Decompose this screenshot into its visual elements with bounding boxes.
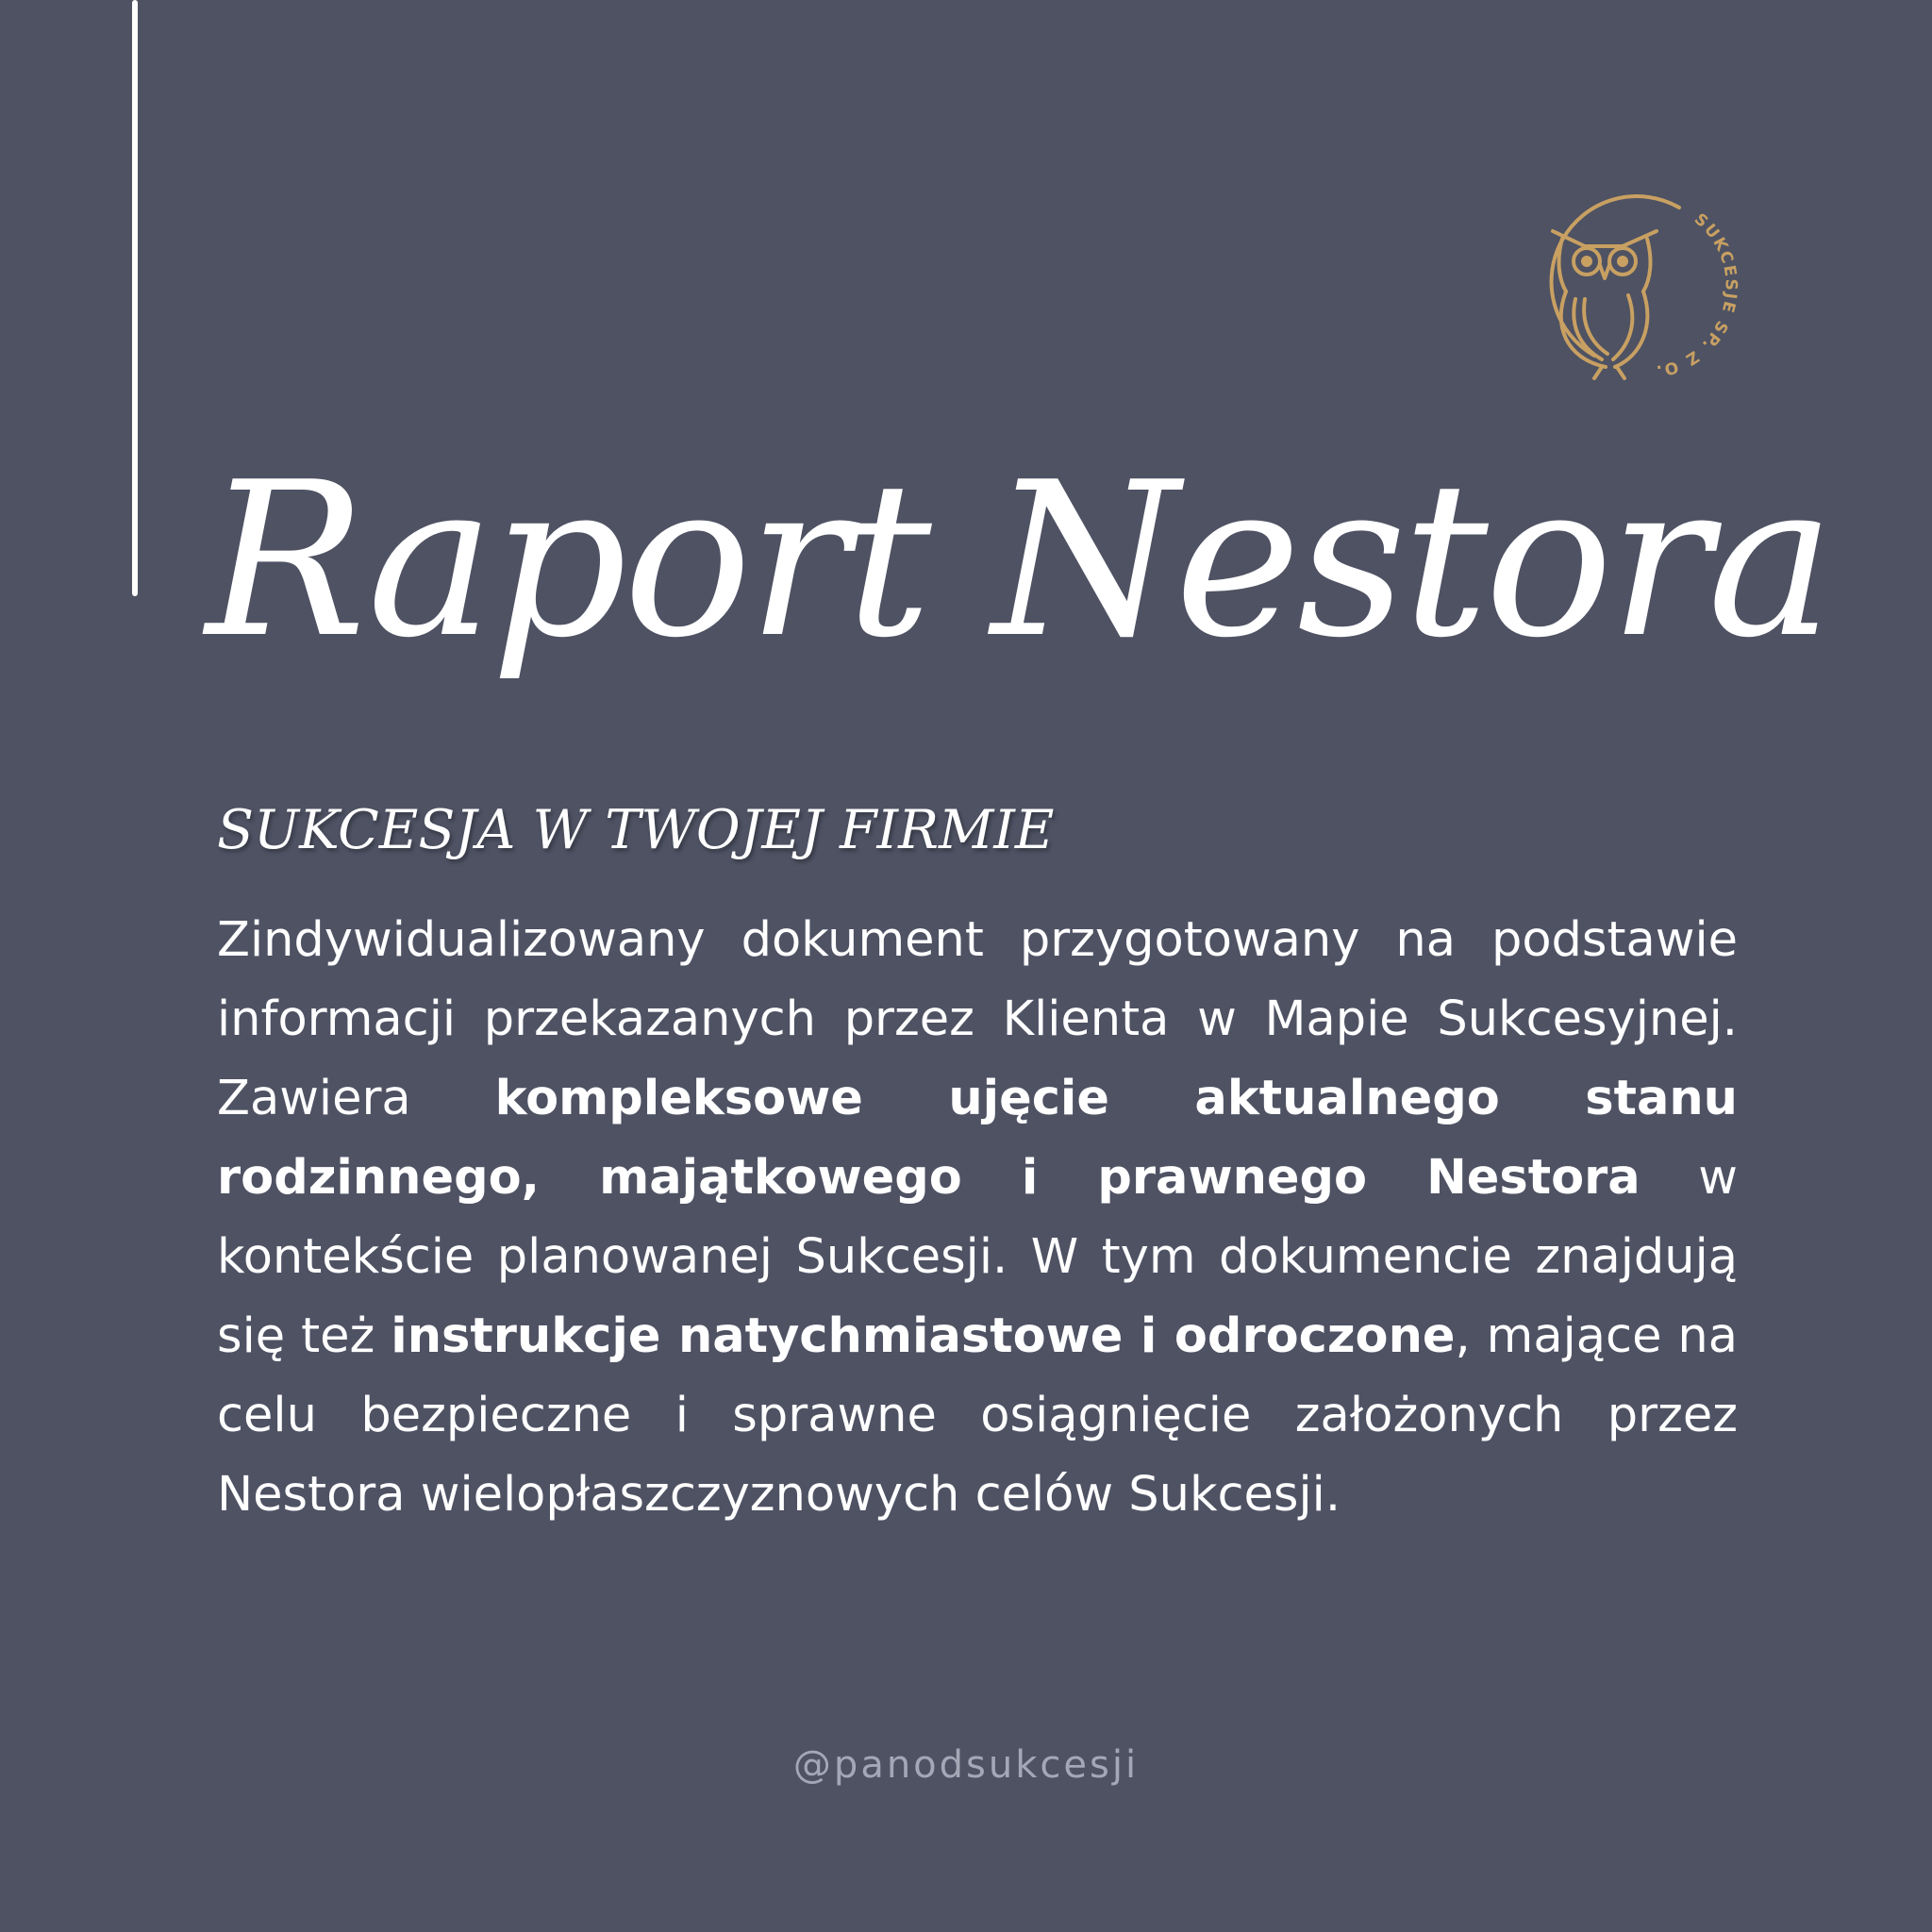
body-bold-part-1: kompleksowe ujęcie aktualnego stanu rodzinnego, majątkowego i prawnego Nestora <box>217 1071 1738 1206</box>
body-bold-part-2: instrukcje natychmiastowe i odroczone <box>391 1308 1456 1364</box>
owl-icon <box>1529 179 1764 391</box>
description-paragraph <box>217 901 1738 1535</box>
company-logo <box>1529 179 1764 391</box>
body-text-part-2: w kontekście planowanej Sukcesji. W tym dokumencie znajdują się też <box>217 1150 1738 1364</box>
logo-text: SUKCESJE SP. Z O.O. <box>1529 179 1740 381</box>
vertical-accent-line <box>132 0 138 596</box>
body-text-part-1: Zindywidualizowany dokument przygotowany na podstawie informacji przekazanych przez Klienta w Mapie Sukcesyjnej. Zawiera <box>217 912 1738 1126</box>
body-text-part-3: , mające na celu bezpieczne i sprawne osiągnięcie założonych przez Nestora wielopłaszczyznowych celów Sukcesji. <box>217 1308 1739 1523</box>
page-subtitle: SUKCESJA W TWOJEJ FIRMIE <box>217 799 1055 861</box>
page-title: Raport Nestora <box>206 437 1831 685</box>
social-handle: @panodsukcesji <box>792 1743 1140 1787</box>
